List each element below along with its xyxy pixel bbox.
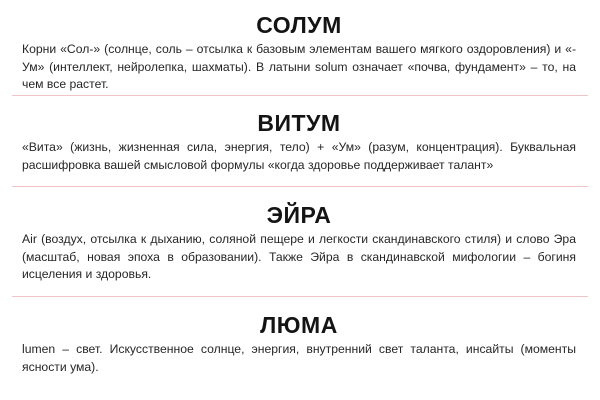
section-divider — [12, 296, 588, 297]
section-description: Корни «Сол-» (солнце, соль – отсылка к базовым элементам вашего мягкого оздоровления) и «-Ум» (интеллект, нейролепка, шахматы). В латыни solum означает «почва, фундамент» – то, на чем все растет. — [22, 42, 576, 91]
section-description: «Вита» (жизнь, жизненная сила, энергия, тело) + «Ум» (разум, концентрация). Буквальная расшифровка вашей смысловой формулы «когда здоровье поддерживает талант» — [22, 140, 576, 172]
section-eyra — [22, 202, 576, 284]
section-vitum — [22, 110, 576, 174]
section-solum — [22, 12, 576, 94]
section-luma — [22, 312, 576, 376]
section-title: ВИТУМ — [257, 110, 341, 136]
section-divider — [12, 95, 588, 96]
section-divider — [12, 186, 588, 187]
section-description: Air (воздух, отсылка к дыханию, соляной пещере и легкости скандинавского стиля) и слово Эра (масштаб, новая эпоха в образовании). Также Эйра в скандинавской мифологии – богиня исцеления и здоровья. — [22, 232, 576, 281]
section-title: ЭЙРА — [266, 202, 332, 228]
section-title: СОЛУМ — [256, 12, 342, 38]
section-description: lumen – свет. Искусственное солнце, энергия, внутренний свет таланта, инсайты (моменты ясности ума). — [22, 342, 576, 374]
section-title: ЛЮМА — [260, 312, 338, 338]
